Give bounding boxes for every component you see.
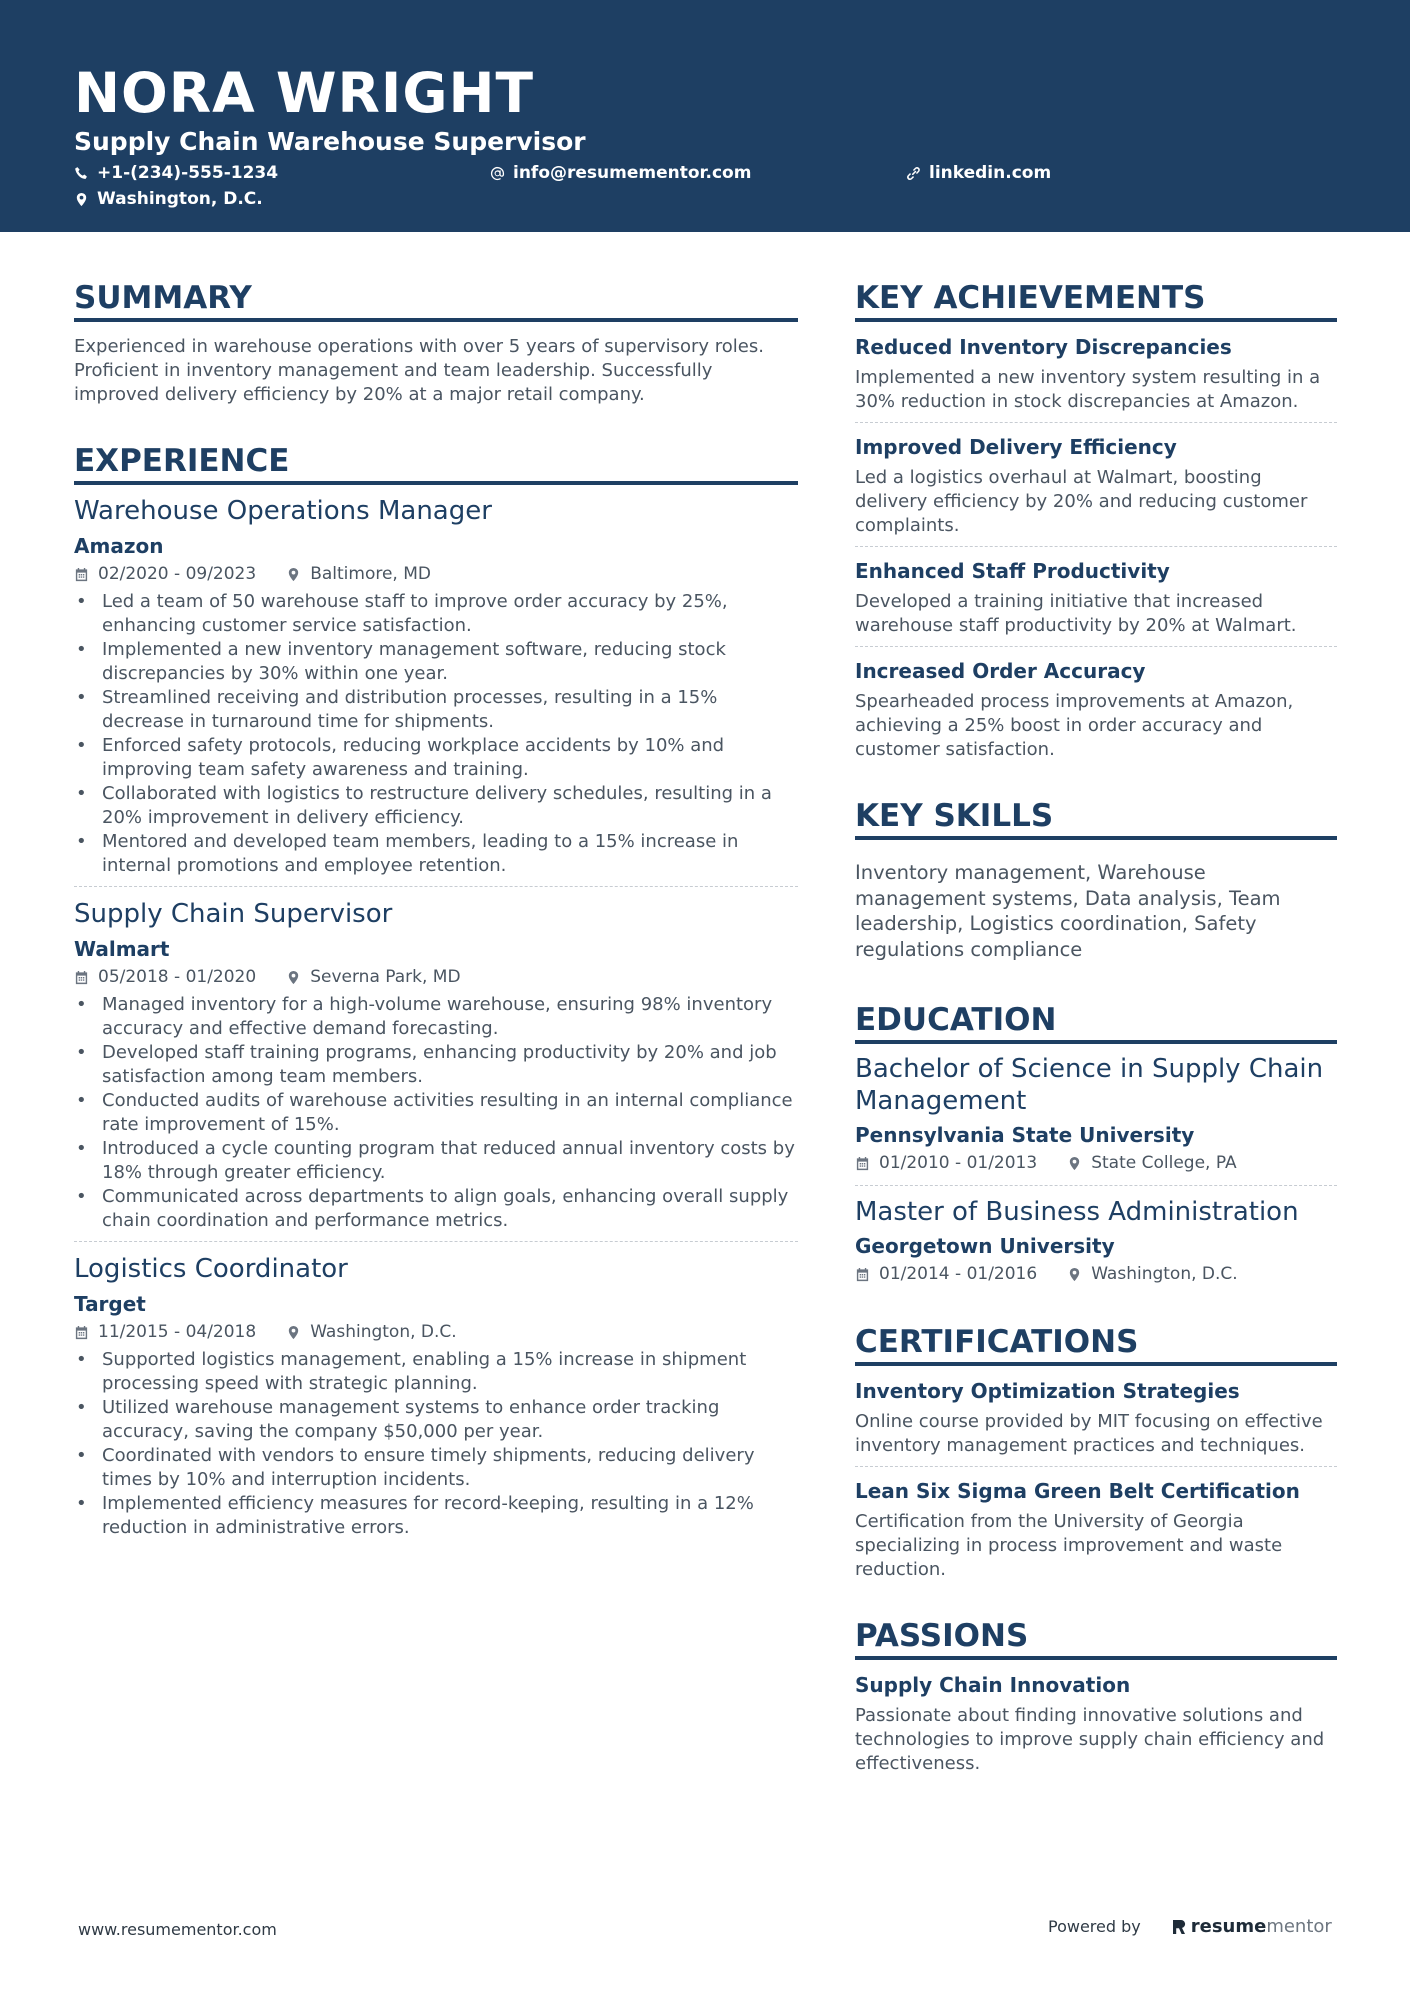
skills-heading: KEY SKILLS	[855, 796, 1337, 840]
divider	[855, 546, 1337, 547]
company-name: Target	[74, 1292, 146, 1316]
summary-heading: SUMMARY	[74, 278, 798, 322]
responsibility-item: • Conducted audits of warehouse activities resulting in an internal compliance rate improvement of 15%.	[74, 1089, 798, 1137]
responsibility-item: • Managed inventory for a high-volume warehouse, ensuring 98% inventory accuracy and effective demand forecasting.	[74, 993, 798, 1041]
education-heading: EDUCATION	[855, 1000, 1337, 1044]
divider	[74, 886, 798, 887]
candidate-title: Supply Chain Warehouse Supervisor	[74, 127, 586, 156]
achievements-heading: KEY ACHIEVEMENTS	[855, 278, 1337, 322]
item-description: Developed a training initiative that increased warehouse staff productivity by 20% at Walmart.	[855, 591, 1297, 636]
divider	[855, 1185, 1337, 1186]
item-title: Reduced Inventory Discrepancies	[855, 335, 1232, 359]
responsibility-list	[74, 1348, 798, 1540]
calendar-icon	[74, 970, 89, 985]
job-entry	[74, 897, 798, 1242]
responsibility-item: • Supported logistics management, enabling a 15% increase in shipment processing speed with strategic planning.	[74, 1348, 798, 1396]
calendar-icon	[855, 1156, 870, 1171]
responsibility-item: • Collaborated with logistics to restructure delivery schedules, resulting in a 20% improvement in delivery efficiency.	[74, 782, 798, 830]
date-location-row	[855, 1260, 1337, 1288]
date-location-row	[74, 560, 798, 588]
brand-logo[interactable]	[1171, 1916, 1332, 1937]
list-item	[855, 657, 1337, 762]
powered-by-text: Powered by	[1048, 1917, 1141, 1936]
location-pin-icon	[74, 192, 89, 207]
phone-text: +1-(234)-555-1234	[97, 163, 279, 183]
responsibility-item: • Coordinated with vendors to ensure timely shipments, reducing delivery times by 10% and interruption incidents.	[74, 1444, 798, 1492]
calendar-icon	[855, 1267, 870, 1282]
location	[286, 1322, 456, 1342]
responsibility-list	[74, 993, 798, 1233]
location-pin-icon	[1067, 1267, 1082, 1282]
responsibility-item: • Enforced safety protocols, reducing workplace accidents by 10% and improving team safety awareness and training.	[74, 734, 798, 782]
contact-location	[74, 188, 263, 210]
location-pin-icon	[286, 567, 301, 582]
responsibility-item: • Introduced a cycle counting program that reduced annual inventory costs by 18% through greater efficiency.	[74, 1137, 798, 1185]
divider	[855, 1466, 1337, 1467]
calendar-icon	[74, 1325, 89, 1340]
achievements-list	[855, 333, 1337, 762]
date-location-row	[74, 963, 798, 991]
passions-list	[855, 1671, 1337, 1776]
education-entry	[855, 1196, 1337, 1288]
responsibility-item: • Streamlined receiving and distribution processes, resulting in a 15% decrease in turnaround time for shipments.	[74, 686, 798, 734]
list-item	[855, 333, 1337, 423]
date-location-row	[74, 1318, 798, 1346]
divider	[855, 646, 1337, 647]
job-title: Warehouse Operations Manager	[74, 496, 492, 526]
linkedin-text: linkedin.com	[929, 163, 1052, 183]
item-description: Online course provided by MIT focusing on effective inventory management practices and techniques.	[855, 1411, 1323, 1456]
location-text: Washington, D.C.	[97, 189, 263, 209]
passions-heading: PASSIONS	[855, 1616, 1337, 1660]
footer-website[interactable]: www.resumementor.com	[78, 1920, 277, 1939]
link-icon	[906, 166, 921, 181]
degree-title: Bachelor of Science in Supply Chain Management	[855, 1054, 1324, 1116]
email-text: info@resumementor.com	[513, 163, 752, 183]
list-item	[855, 1671, 1337, 1776]
school-name: Pennsylvania State University	[855, 1123, 1195, 1147]
location-text: Washington, D.C.	[310, 1322, 457, 1342]
experience-list	[74, 494, 798, 1540]
company-name: Walmart	[74, 937, 170, 961]
footer-powered	[1048, 1916, 1332, 1937]
date-range	[74, 967, 256, 987]
item-description: Passionate about finding innovative solutions and technologies to improve supply chain efficiency and effectiveness.	[855, 1705, 1325, 1774]
calendar-icon	[74, 567, 89, 582]
responsibility-item: • Utilized warehouse management systems to enhance order tracking accuracy, saving the company $50,000 per year.	[74, 1396, 798, 1444]
responsibility-item: • Implemented a new inventory management software, reducing stock discrepancies by 30% within one year.	[74, 638, 798, 686]
education-entry	[855, 1053, 1337, 1186]
education-list	[855, 1053, 1337, 1288]
date-text: 11/2015 - 04/2018	[98, 1322, 257, 1342]
degree-title: Master of Business Administration	[855, 1197, 1299, 1227]
certifications-list	[855, 1377, 1337, 1582]
list-item	[855, 1377, 1337, 1467]
brand-bold: resume	[1190, 1916, 1267, 1937]
item-title: Enhanced Staff Productivity	[855, 559, 1170, 583]
school-name: Georgetown University	[855, 1234, 1115, 1258]
date-text: 01/2010 - 01/2013	[879, 1153, 1038, 1173]
summary-text: Experienced in warehouse operations with over 5 years of supervisory roles. Proficient in inventory management and team leadership. Successfully improved delivery efficiency by 20% at a major retail company.	[74, 336, 764, 405]
contact-linkedin[interactable]	[906, 162, 1051, 184]
left-column	[74, 278, 798, 1540]
responsibility-item: • Implemented efficiency measures for record-keeping, resulting in a 12% reduction in administrative errors.	[74, 1492, 798, 1540]
item-title: Improved Delivery Efficiency	[855, 435, 1177, 459]
item-title: Lean Six Sigma Green Belt Certification	[855, 1479, 1300, 1503]
contact-email[interactable]	[490, 162, 751, 184]
date-text: 02/2020 - 09/2023	[98, 564, 257, 584]
item-description: Spearheaded process improvements at Amazon, achieving a 25% boost in order accuracy and customer satisfaction.	[855, 691, 1294, 760]
location-text: Severna Park, MD	[310, 967, 461, 987]
date-range	[855, 1264, 1037, 1284]
item-title: Inventory Optimization Strategies	[855, 1379, 1240, 1403]
date-range	[74, 564, 256, 584]
brand-mark-icon	[1171, 1918, 1187, 1936]
certifications-heading: CERTIFICATIONS	[855, 1322, 1337, 1366]
experience-heading: EXPERIENCE	[74, 441, 798, 485]
location	[286, 967, 460, 987]
divider	[855, 422, 1337, 423]
candidate-name: NORA WRIGHT	[74, 61, 535, 125]
list-item	[855, 1477, 1337, 1582]
responsibility-item: • Developed staff training programs, enhancing productivity by 20% and job satisfaction among team members.	[74, 1041, 798, 1089]
company-name: Amazon	[74, 534, 164, 558]
list-item	[855, 433, 1337, 547]
item-description: Led a logistics overhaul at Walmart, boosting delivery efficiency by 20% and reducing customer complaints.	[855, 467, 1308, 536]
job-title: Logistics Coordinator	[74, 1254, 348, 1284]
brand-light: mentor	[1266, 1916, 1332, 1937]
location	[286, 564, 431, 584]
right-column	[855, 278, 1337, 1776]
location-text: Washington, D.C.	[1091, 1264, 1238, 1284]
date-text: 05/2018 - 01/2020	[98, 967, 257, 987]
date-range	[74, 1322, 256, 1342]
skills-text: Inventory management, Warehouse management systems, Data analysis, Team leadership, Logistics coordination, Safety regulations compliance	[855, 861, 1281, 961]
phone-icon	[74, 166, 89, 181]
location-text: State College, PA	[1091, 1153, 1237, 1173]
location-pin-icon	[286, 970, 301, 985]
location-text: Baltimore, MD	[310, 564, 431, 584]
responsibility-item: • Led a team of 50 warehouse staff to improve order accuracy by 25%, enhancing customer service satisfaction.	[74, 590, 798, 638]
item-title: Increased Order Accuracy	[855, 659, 1146, 683]
contact-phone[interactable]	[74, 162, 278, 184]
location-pin-icon	[286, 1325, 301, 1340]
job-entry	[74, 1252, 798, 1540]
date-range	[855, 1153, 1037, 1173]
item-description: Certification from the University of Georgia specializing in process improvement and waste reduction.	[855, 1511, 1283, 1580]
item-description: Implemented a new inventory system resulting in a 30% reduction in stock discrepancies at Amazon.	[855, 367, 1321, 412]
location	[1067, 1264, 1237, 1284]
responsibility-item: • Communicated across departments to align goals, enhancing overall supply chain coordination and performance metrics.	[74, 1185, 798, 1233]
item-title: Supply Chain Innovation	[855, 1673, 1131, 1697]
responsibility-item: • Mentored and developed team members, leading to a 15% increase in internal promotions and employee retention.	[74, 830, 798, 878]
location	[1067, 1153, 1236, 1173]
job-entry	[74, 494, 798, 887]
date-location-row	[855, 1149, 1337, 1177]
job-title: Supply Chain Supervisor	[74, 899, 393, 929]
date-text: 01/2014 - 01/2016	[879, 1264, 1038, 1284]
responsibility-list	[74, 590, 798, 878]
list-item	[855, 557, 1337, 647]
resume-header	[0, 0, 1410, 232]
divider	[74, 1241, 798, 1242]
at-icon	[490, 166, 505, 181]
location-pin-icon	[1067, 1156, 1082, 1171]
